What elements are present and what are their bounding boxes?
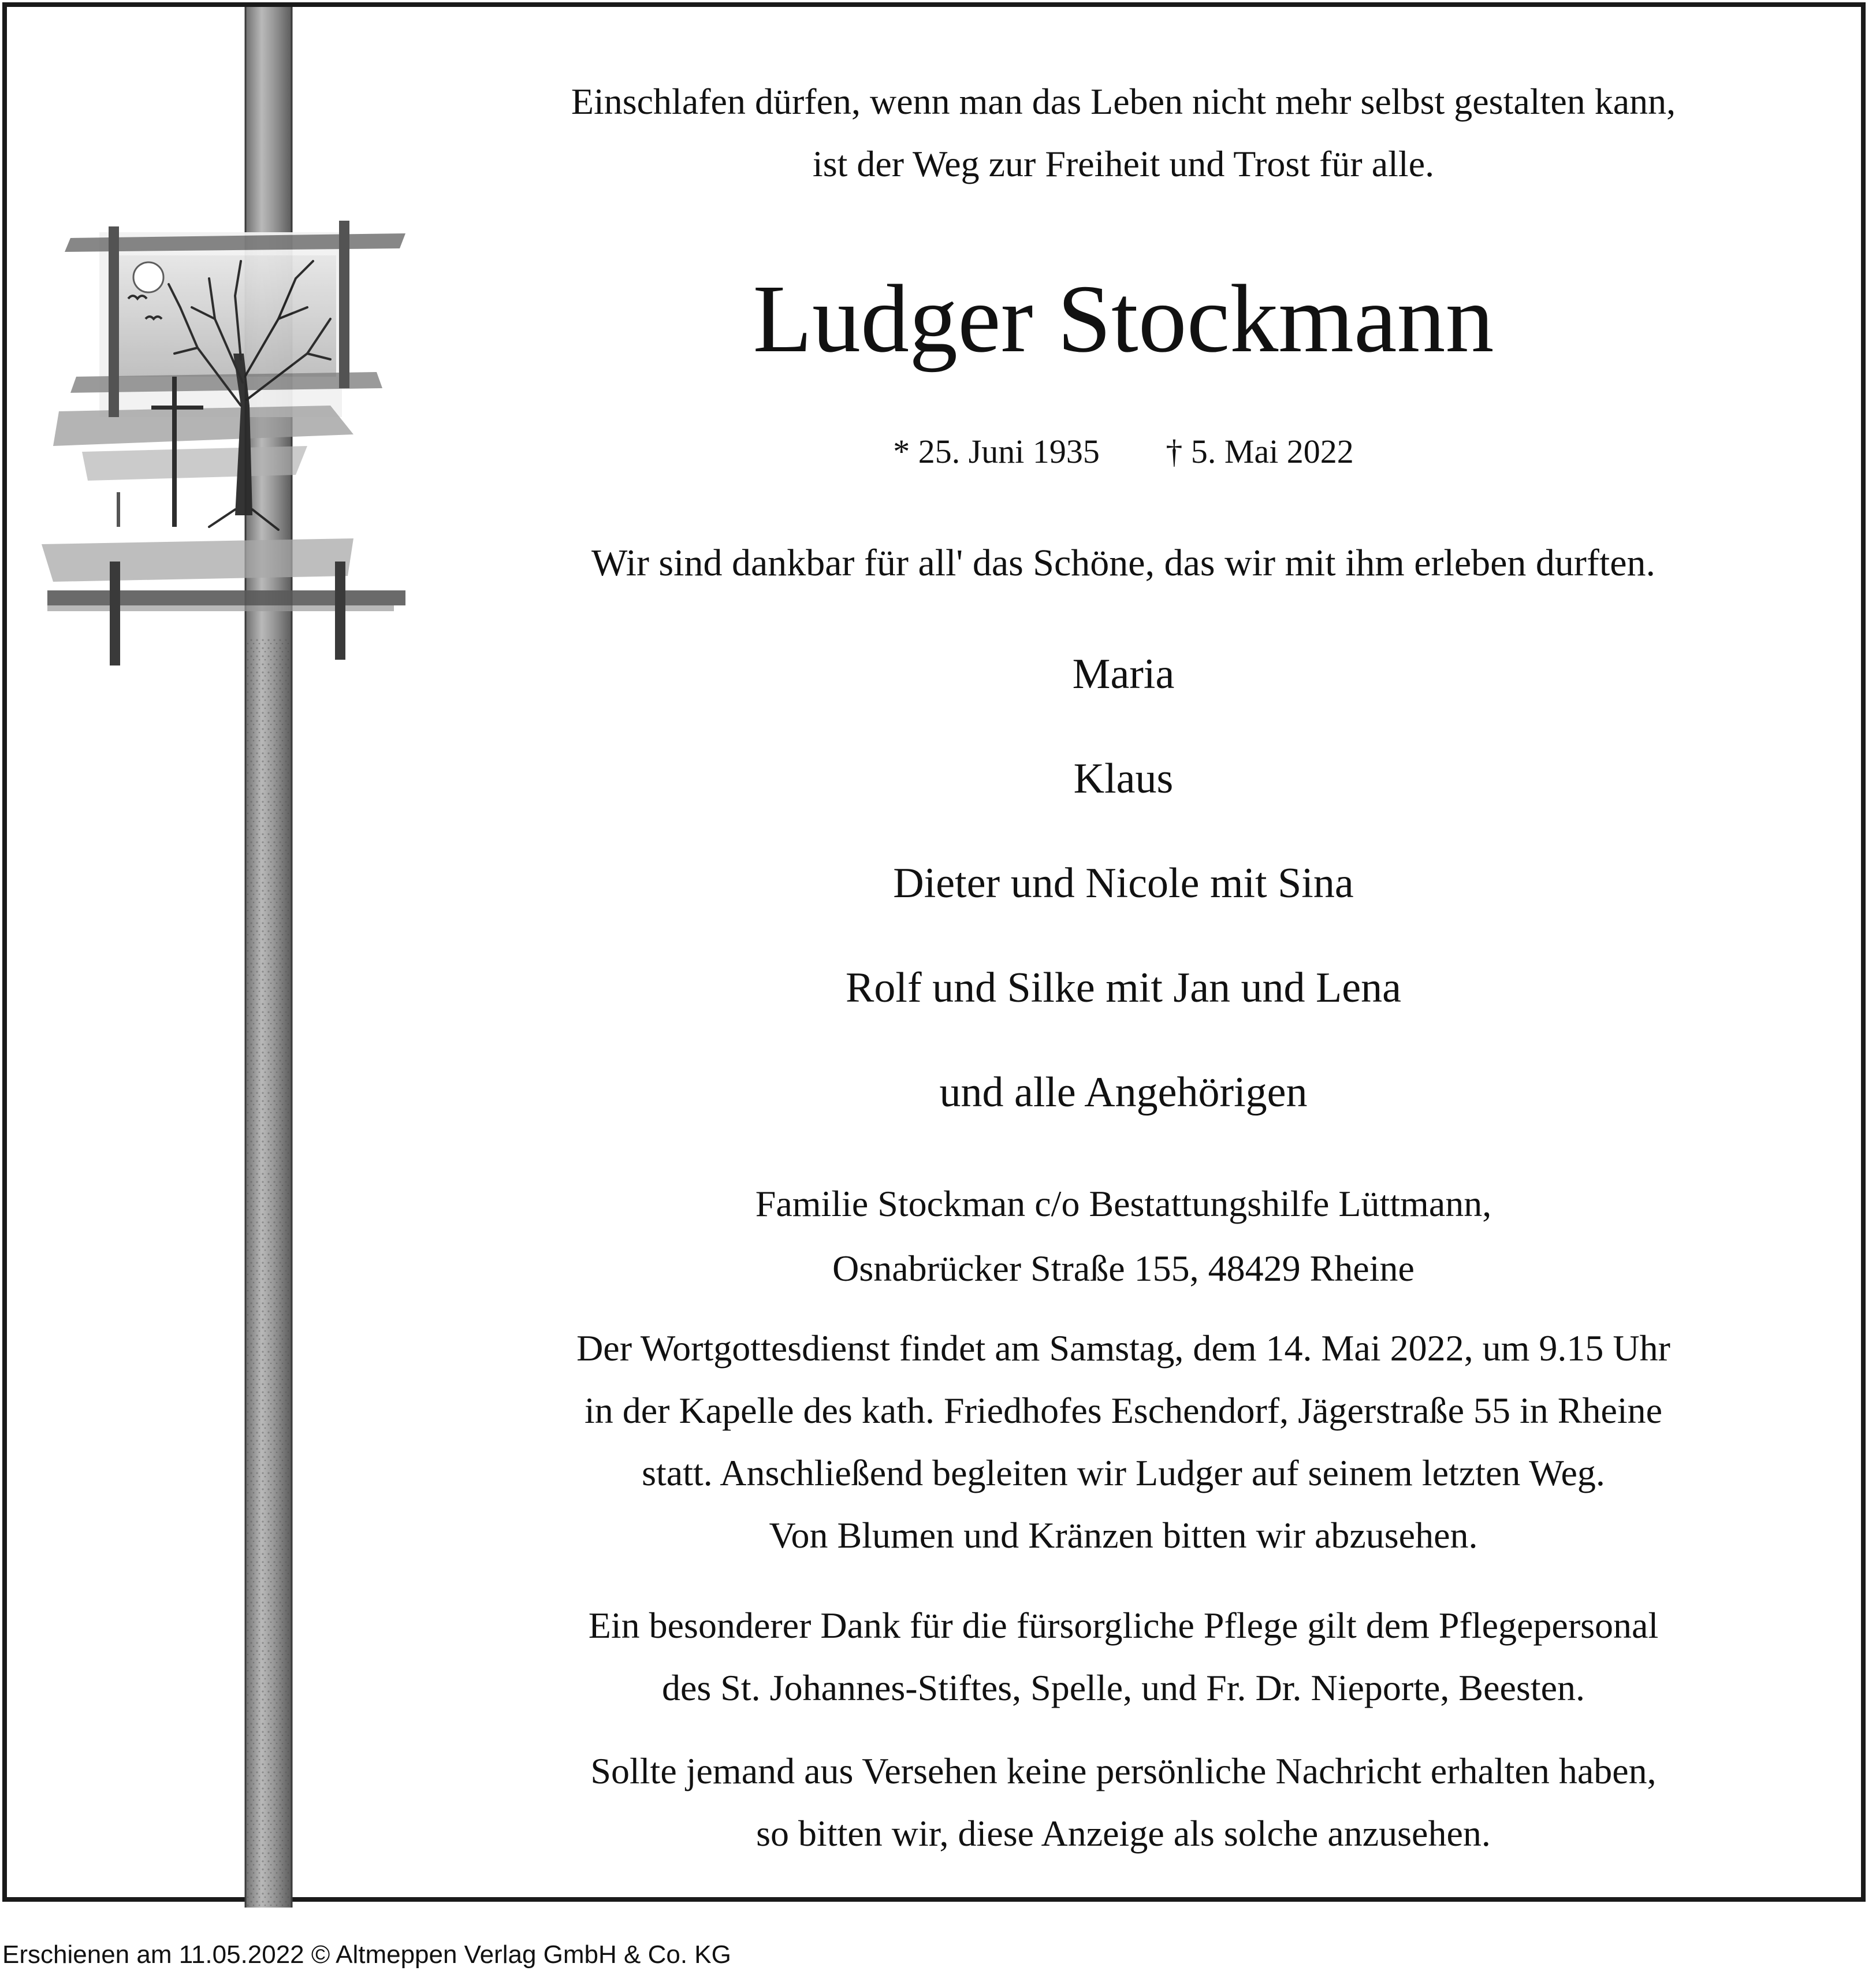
closing-note bbox=[434, 1740, 1812, 1865]
death-date: † 5. Mai 2022 bbox=[1166, 433, 1354, 470]
cross-with-tree-icon bbox=[7, 7, 423, 1908]
life-dates bbox=[434, 429, 1812, 475]
address-line: Osnabrücker Straße 155, 48429 Rheine bbox=[832, 1248, 1415, 1289]
publication-footer: Erschienen am 11.05.2022 © Altmeppen Verlag GmbH & Co. KG bbox=[2, 1940, 731, 1969]
verse bbox=[434, 70, 1812, 195]
verse-line: ist der Weg zur Freiheit und Trost für alle. bbox=[812, 143, 1435, 184]
family-address bbox=[434, 1172, 1812, 1301]
crossbar bbox=[42, 538, 353, 582]
closing-line: Sollte jemand aus Versehen keine persönliche Nachricht erhalten haben, bbox=[590, 1750, 1657, 1791]
mourner: Dieter und Nicole mit Sina bbox=[893, 860, 1354, 907]
special-thanks-line: Ein besonderer Dank für die fürsorgliche Pflege gilt dem Pflegepersonal bbox=[588, 1605, 1659, 1646]
mourner: Rolf und Silke mit Jan und Lena bbox=[846, 964, 1401, 1012]
special-thanks-line: des St. Johannes-Stiftes, Spelle, und Fr. Dr. Nieporte, Beesten. bbox=[661, 1667, 1585, 1708]
service-line: Von Blumen und Kränzen bitten wir abzusehen. bbox=[769, 1515, 1478, 1556]
closing-line: so bitten wir, diese Anzeige als solche anzusehen. bbox=[756, 1813, 1491, 1854]
deceased-name: Ludger Stockmann bbox=[753, 265, 1494, 373]
service-line: statt. Anschließend begleiten wir Ludger auf seinem letzten Weg. bbox=[642, 1452, 1605, 1493]
address-line: Familie Stockman c/o Bestattungshilfe Lüttmann, bbox=[755, 1183, 1492, 1224]
tree-picture bbox=[53, 221, 405, 530]
mourners-list bbox=[434, 648, 1812, 1171]
obituary-notice bbox=[2, 2, 1866, 1902]
birth-date: * 25. Juni 1935 bbox=[893, 433, 1100, 470]
special-thanks bbox=[434, 1594, 1812, 1719]
service-details bbox=[434, 1317, 1812, 1567]
service-line: in der Kapelle des kath. Friedhofes Eschendorf, Jägerstraße 55 in Rheine bbox=[584, 1390, 1663, 1431]
mourner: Maria bbox=[1072, 650, 1175, 698]
verse-line: Einschlafen dürfen, wenn man das Leben nicht mehr selbst gestalten kann, bbox=[571, 81, 1676, 122]
service-line: Der Wortgottesdienst findet am Samstag, dem 14. Mai 2022, um 9.15 Uhr bbox=[576, 1328, 1670, 1369]
gratitude-line: Wir sind dankbar für all' das Schöne, das wir mit ihm erleben durften. bbox=[591, 542, 1656, 584]
mourner: Klaus bbox=[1073, 755, 1174, 802]
mourner: und alle Angehörigen bbox=[939, 1069, 1308, 1116]
